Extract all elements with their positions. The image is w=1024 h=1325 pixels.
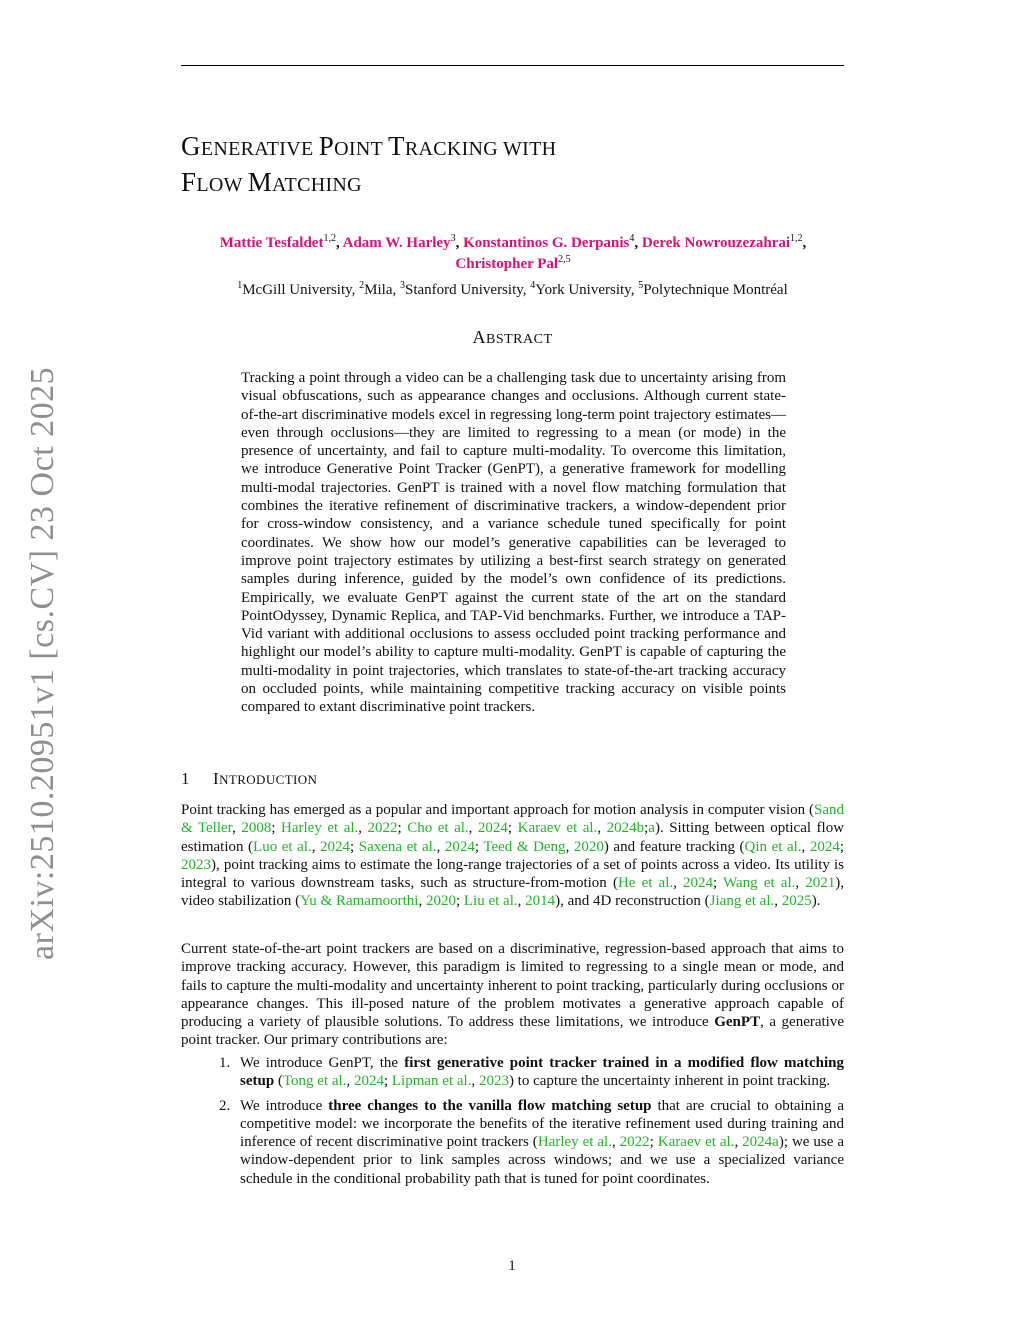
citation-year-link[interactable]: 2024 [809, 838, 840, 855]
citation-link[interactable]: Tong et al. [282, 1073, 347, 1090]
citation-year-link[interactable]: 2024b [606, 820, 645, 837]
citation-year-link[interactable]: 2024 [683, 875, 714, 892]
citation-link[interactable]: Luo et al. [253, 838, 312, 855]
title-line-2: FLOW MATCHING [181, 167, 362, 197]
author-link[interactable]: Konstantinos G. Derpanis [463, 235, 630, 251]
citation-year-link[interactable]: 2022 [619, 1134, 650, 1151]
citation-link[interactable]: Sand & Teller [181, 802, 844, 837]
author-link[interactable]: Christopher Pal [455, 256, 559, 272]
citation-year-link[interactable]: 2020 [425, 893, 456, 910]
title-line-1: GENERATIVE POINT TRACKING WITH [181, 131, 557, 161]
contributions-list [181, 1054, 844, 1194]
author-link[interactable]: Mattie Tesfaldet [219, 235, 324, 251]
citation-link[interactable]: Karaev et al. [517, 820, 598, 837]
citation-year-link[interactable]: 2025 [781, 893, 812, 910]
citation-link[interactable]: Qin et al. [744, 838, 802, 855]
citation-year-link[interactable]: 2008 [241, 820, 272, 837]
list-item: 1. We introduce GenPT, the first generative point tracker trained in a modified flow matching setup (Tong et al., 2024; Lipman et al., 2023) to capture the uncertainty inherent in point tracking. [219, 1055, 845, 1090]
citation-link[interactable]: Teed & Deng [483, 838, 566, 855]
citation-year-link[interactable]: 2020 [573, 838, 604, 855]
arxiv-stamp: arXiv:2510.20951v1 [cs.CV] 23 Oct 2025 [24, 366, 61, 960]
list-item: 2. We introduce three changes to the vanilla flow matching setup that are crucial to obtaining a competitive model: we incorporate the benefits of the iterative refinement used during training and inference of recent discriminative point trackers (Harley et al., 2022; Karaev et al., 2024a); we use a window-dependent prior to link samples across windows; and we use a specialized variance schedule in the conditional probability path that is tuned for point coordinates. [219, 1097, 845, 1187]
citation-link[interactable]: Harley et al. [281, 820, 359, 837]
author-list: Mattie Tesfaldet$^{1,2}$, Adam W. Harley$^3$, Konstantinos G. Derpanis$^4$, Derek Nowrouzezahrai$^{1,2}$, Christopher Pal$^{2,5}$ [219, 233, 807, 272]
citation-year-link[interactable]: a [648, 820, 655, 837]
intro-paragraph-1: Point tracking has emerged as a popular and important approach for motion analysis in computer vision (Sand & Teller, 2008; Harley et al., 2022; Cho et al., 2024; Karaev et al., 2024b;a). Sitting between optical flow estimation (Luo et al., 2024; Saxena et al., 2024; Teed & Deng, 2020) and feature tracking (Qin et al., 2024; 2023), point tracking aims to estimate the long-range trajectories of a set of points across a video. Its utility is integral to various downstream tasks, such as structure-from-motion (He et al., 2024; Wang et al., 2021), video stabilization (Yu & Ramamoorthi, 2020; Liu et al., 2014), and 4D reconstruction (Jiang et al., 2025). [181, 802, 845, 910]
citation-year-link[interactable]: 2023 [181, 856, 211, 873]
citation-link[interactable]: He et al. [617, 875, 674, 892]
citation-year-link[interactable]: 2024 [477, 820, 508, 837]
citation-link[interactable]: Lipman et al. [391, 1073, 472, 1090]
section-heading-introduction: 1 INTRODUCTION [181, 769, 318, 788]
top-rule [181, 65, 844, 66]
citation-year-link[interactable]: 2024 [444, 838, 475, 855]
citation-link[interactable]: Karaev et al. [657, 1134, 735, 1151]
abstract-text: Tracking a point through a video can be a challenging task due to uncertainty arising from visual obfuscations, such as appearance changes and occlusions. Although current state-of-the-art discriminative models excel in regressing long-term point trajectory estimates—even through occlusions—they are limited to regressing to a mean (or mode) in the presence of uncertainty, and fail to capture multi-modality. To overcome this limitation, we introduce Generative Point Tracker (GenPT), a generative framework for modelling multi-modal trajectories. GenPT is trained with a novel flow matching formulation that combines the iterative refinement of discriminative trackers, a window-dependent prior for cross-window consistency, and a variance schedule tuned specifically for point coordinates. We show how our model’s generative capabilities can be leveraged to improve point trajectory estimates by utilizing a best-first search strategy on generated samples during inference, guided by the model’s own confidence of its predictions. Empirically, we evaluate GenPT against the current state of the art on the standard PointOdyssey, Dynamic Replica, and TAP-Vid benchmarks. Further, we introduce a TAP-Vid variant with additional occlusions to assess occluded point tracking performance and highlight our model’s ability to capture multi-modality. GenPT is capable of capturing the multi-modality in point trajectories, which translates to state-of-the-art tracking accuracy on occluded points, while maintaining competitive tracking accuracy on visible points compared to extant discriminative point trackers. [241, 370, 786, 716]
citation-year-link[interactable]: 2024a [742, 1134, 779, 1151]
citation-link[interactable]: Harley et al. [537, 1134, 612, 1151]
citation-year-link[interactable]: 2024 [320, 838, 351, 855]
citation-year-link[interactable]: 2023 [478, 1073, 509, 1090]
citation-link[interactable]: Saxena et al. [358, 838, 437, 855]
citation-year-link[interactable]: 2014 [525, 893, 556, 910]
citation-link[interactable]: Jiang et al. [709, 893, 775, 910]
citation-link[interactable]: Cho et al. [407, 820, 469, 837]
citation-link[interactable]: Yu & Ramamoorthi [300, 893, 419, 910]
citation-year-link[interactable]: 2021 [805, 875, 836, 892]
citation-link[interactable]: Wang et al. [723, 875, 796, 892]
affiliations: $^1$McGill University, $^2$Mila, $^3$Stanford University, $^4$York University, $^5$Polytechnique Montréal [237, 280, 788, 298]
author-link[interactable]: Adam W. Harley [342, 235, 451, 251]
intro-paragraph-2: Current state-of-the-art point trackers are based on a discriminative, regression-based approach that aims to improve tracking accuracy. However, this paradigm is limited to regressing to a single mean or mode, and fails to capture the multi-modality and uncertainty inherent to point tracking, particularly during occlusions or appearance changes. This ill-posed nature of the problem motivates a generative approach capable of producing a variety of plausible solutions. To address these limitations, we introduce GenPT, a generative point tracker. Our primary contributions are: [181, 941, 845, 1049]
paper-title [181, 130, 844, 202]
citation-year-link[interactable]: 2022 [367, 820, 398, 837]
citation-year-link[interactable]: 2024 [353, 1073, 384, 1090]
citation-link[interactable]: Liu et al. [463, 893, 518, 910]
page-number: 1 [508, 1258, 516, 1274]
abstract-heading: ABSTRACT [472, 327, 553, 347]
author-link[interactable]: Derek Nowrouzezahrai [641, 235, 791, 251]
